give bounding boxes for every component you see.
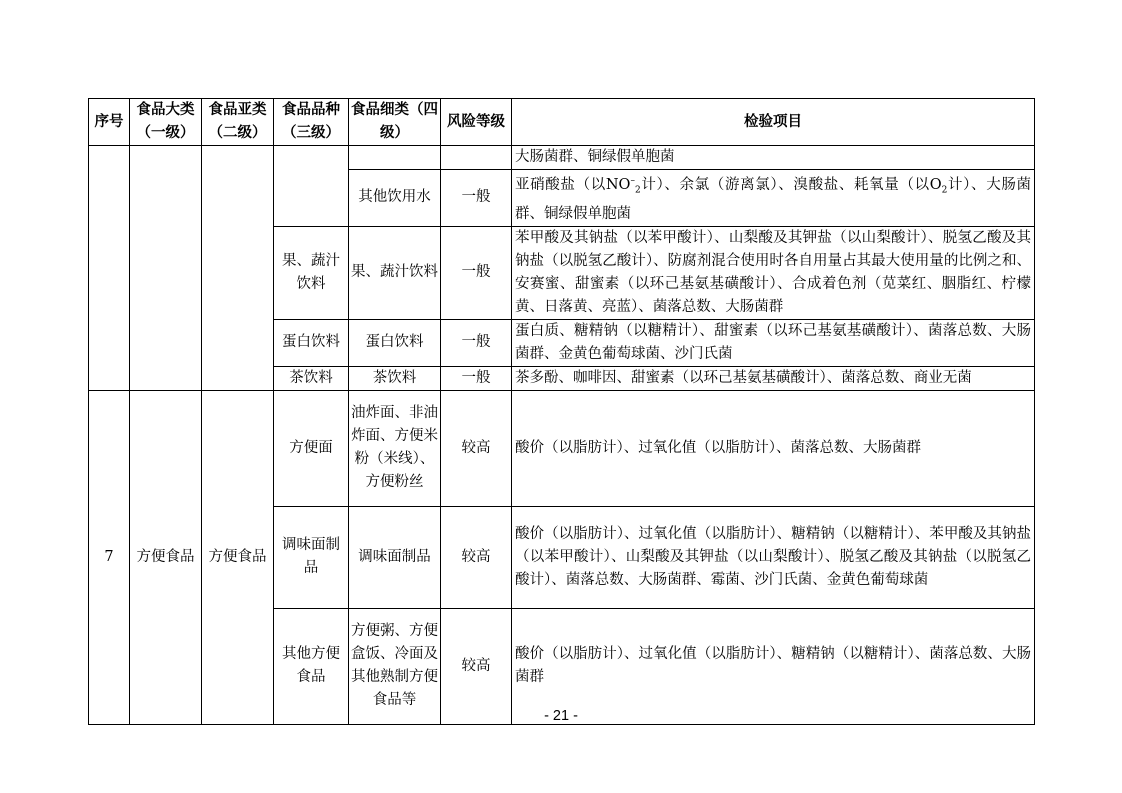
cell-cat4: 方便粥、方便盒饭、冷面及其他熟制方便食品等 [349,608,441,724]
cell-cat4: 茶饮料 [349,366,441,390]
cell-risk: 一般 [441,366,512,390]
inspection-table [88,98,1035,725]
cell-cat3 [274,146,349,227]
header-cat1: 食品大类（一级） [130,99,202,146]
cell-items: 苯甲酸及其钠盐（以苯甲酸计）、山梨酸及其钾盐（以山梨酸计）、脱氢乙酸及其钠盐（以脱氢乙酸计）、防腐剂混合使用时各自用量占其最大使用量的比例之和、安赛蜜、甜蜜素（以环己基氨基磺酸计）、合成着色剂（苋菜红、胭脂红、柠檬黄、日落黄、亮蓝）、菌落总数、大肠菌群 [512,226,1035,319]
cell-cat3: 调味面制品 [274,506,349,608]
cell-cat1 [130,146,202,391]
cell-risk: 较高 [441,608,512,724]
header-row [89,99,1035,146]
cell-no [89,146,130,391]
cell-items: 酸价（以脂肪计）、过氧化值（以脂肪计）、菌落总数、大肠菌群 [512,390,1035,506]
cell-items: 大肠菌群、铜绿假单胞菌 [512,146,1035,170]
page-number: - 21 - [544,708,578,724]
cell-risk: 较高 [441,390,512,506]
cell-cat4: 果、蔬汁饮料 [349,226,441,319]
cell-cat3: 茶饮料 [274,366,349,390]
cell-risk: 一般 [441,170,512,227]
cell-cat4: 其他饮用水 [349,170,441,227]
cell-items: 茶多酚、咖啡因、甜蜜素（以环己基氨基磺酸计）、菌落总数、商业无菌 [512,366,1035,390]
cell-items: 酸价（以脂肪计）、过氧化值（以脂肪计）、糖精钠（以糖精计）、苯甲酸及其钠盐（以苯甲酸计）、山梨酸及其钾盐（以山梨酸计）、脱氢乙酸及其钠盐（以脱氢乙酸计）、菌落总数、大肠菌群、霉菌、沙门氏菌、金黄色葡萄球菌 [512,506,1035,608]
header-items: 检验项目 [512,99,1035,146]
cell-cat1: 方便食品 [130,390,202,724]
header-risk: 风险等级 [441,99,512,146]
cell-items: 蛋白质、糖精钠（以糖精计）、甜蜜素（以环己基氨基磺酸计）、菌落总数、大肠菌群、金黄色葡萄球菌、沙门氏菌 [512,319,1035,366]
header-cat4: 食品细类（四级） [349,99,441,146]
cell-cat4: 调味面制品 [349,506,441,608]
cell-items: 亚硝酸盐（以$NO^-_2$计）、余氯（游离氯）、溴酸盐、耗氧量（以$O_2$计）、大肠菌群、铜绿假单胞菌 [512,170,1035,227]
cell-cat4 [349,146,441,170]
table-row [89,390,1035,506]
cell-cat3: 方便面 [274,390,349,506]
cell-risk: 较高 [441,506,512,608]
header-no: 序号 [89,99,130,146]
header-cat2: 食品亚类（二级） [202,99,274,146]
table-row [89,146,1035,170]
cell-risk [441,146,512,170]
cell-cat3: 果、蔬汁饮料 [274,226,349,319]
cell-items: 酸价（以脂肪计）、过氧化值（以脂肪计）、糖精钠（以糖精计）、菌落总数、大肠菌群 [512,608,1035,724]
cell-cat3: 其他方便食品 [274,608,349,724]
cell-cat2 [202,146,274,391]
cell-risk: 一般 [441,226,512,319]
cell-no: 7 [89,390,130,724]
cell-cat2: 方便食品 [202,390,274,724]
cell-cat4: 蛋白饮料 [349,319,441,366]
cell-cat3: 蛋白饮料 [274,319,349,366]
cell-cat4: 油炸面、非油炸面、方便米粉（米线）、方便粉丝 [349,390,441,506]
header-cat3: 食品品种（三级） [274,99,349,146]
cell-risk: 一般 [441,319,512,366]
